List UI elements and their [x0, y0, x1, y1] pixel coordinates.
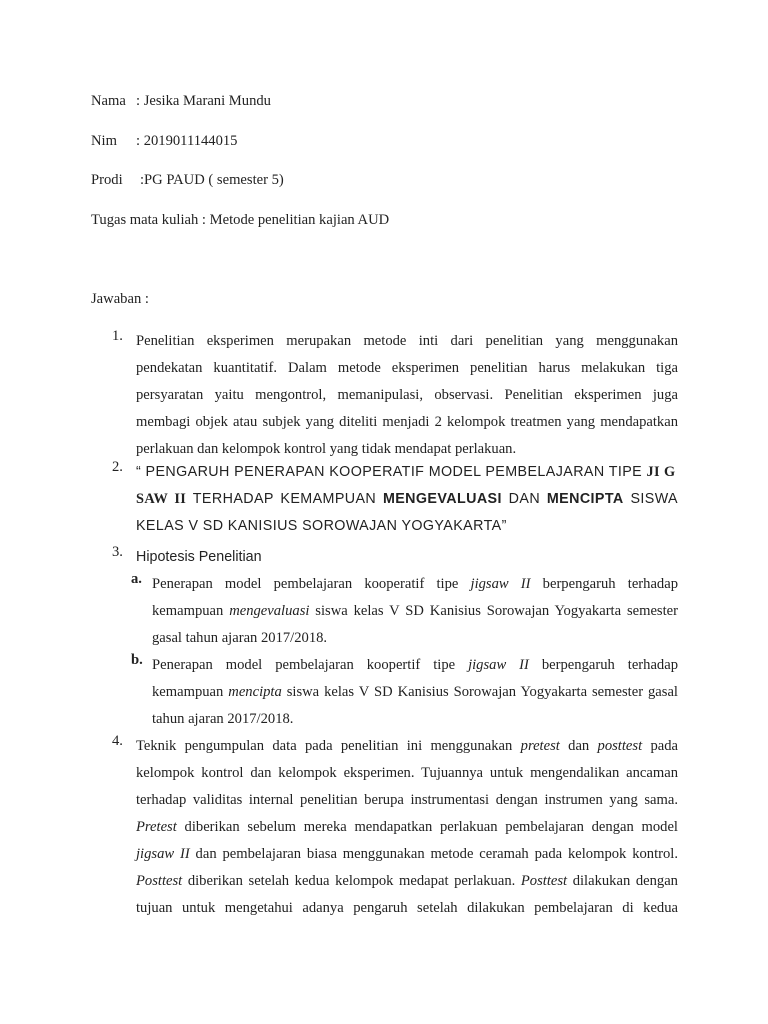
sub-item-number: a.: [131, 571, 142, 587]
list-item-3: [112, 544, 678, 571]
prodi-label: Prodi: [91, 172, 123, 188]
list-item-4: [112, 733, 678, 922]
item-number: 3.: [112, 544, 123, 560]
tugas-line: Tugas mata kuliah : Metode penelitian kajian AUD: [91, 212, 390, 228]
hypothesis-title: Hipotesis Penelitian: [136, 549, 262, 565]
sub-item-text: Penerapan model pembelajaran kooperatif tipe jigsaw II berpengaruh terhadap kemampuan mengevaluasi siswa kelas V SD Kanisius Sorowajan Yogyakarta semester gasal tahun ajaran 2017/2018.: [152, 576, 679, 646]
list-item-2: [112, 459, 678, 540]
sub-item-number: b.: [131, 652, 143, 668]
nim-line: [91, 133, 237, 150]
nim-label: Nim: [91, 133, 117, 149]
sub-item-text: Penerapan model pembelajaran koopertif tipe jigsaw II berpengaruh terhadap kemampuan mencipta siswa kelas V SD Kanisius Sorowajan Yogyakarta semester gasal tahun ajaran 2017/2018.: [152, 657, 678, 727]
list-item-1: [112, 328, 678, 463]
item-number: 4.: [112, 733, 123, 749]
sub-item-a: [131, 571, 678, 652]
sub-item-b: [131, 652, 678, 733]
answer-label: Jawaban :: [91, 291, 149, 307]
nama-label: Nama: [91, 93, 126, 109]
research-title: “ PENGARUH PENERAPAN KOOPERATIF MODEL PEMBELAJARAN TIPE JI G SAW II TERHADAP KEMAMPUAN MENGEVALUASI DAN MENCIPTA SISWA KELAS V SD KANISIUS SOROWAJAN YOGYAKARTA”: [136, 464, 678, 534]
nim-value: : 2019011144015: [136, 133, 238, 149]
nama-line: [91, 93, 271, 110]
item-number: 1.: [112, 328, 123, 344]
prodi-line: [91, 172, 284, 189]
item-text: Penelitian eksperimen merupakan metode inti dari penelitian yang menggunakan pendekatan kuantitatif. Dalam metode eksperimen penelitian harus melakukan tiga persyaratan yaitu mengontrol, memanipulasi, observasi. Penelitian eksperimen juga membagi objek atau subjek yang diteliti menjadi 2 kelompok treatmen yang mendapatkan perlakuan dan kelompok kontrol yang tidak mendapat perlakuan.: [136, 333, 678, 457]
prodi-value: :PG PAUD ( semester 5): [140, 172, 284, 188]
item-number: 2.: [112, 459, 123, 475]
nama-value: : Jesika Marani Mundu: [136, 93, 271, 109]
item-text: Teknik pengumpulan data pada penelitian ini menggunakan pretest dan posttest pada kelompok kontrol dan kelompok eksperimen. Tujuannya untuk mengendalikan ancaman terhadap validitas internal penelitian berupa instrumentasi dengan instrumen yang sama. Pretest diberikan sebelum mereka mendapatkan perlakuan pembelajaran dengan model jigsaw II dan pembelajaran biasa menggunakan metode ceramah pada kelompok kontrol. Posttest diberikan setelah kedua kelompok medapat perlakuan. Posttest dilakukan dengan tujuan untuk mengetahui adanya pengaruh setelah dilakukan pembelajaran di kedua: [136, 738, 679, 916]
